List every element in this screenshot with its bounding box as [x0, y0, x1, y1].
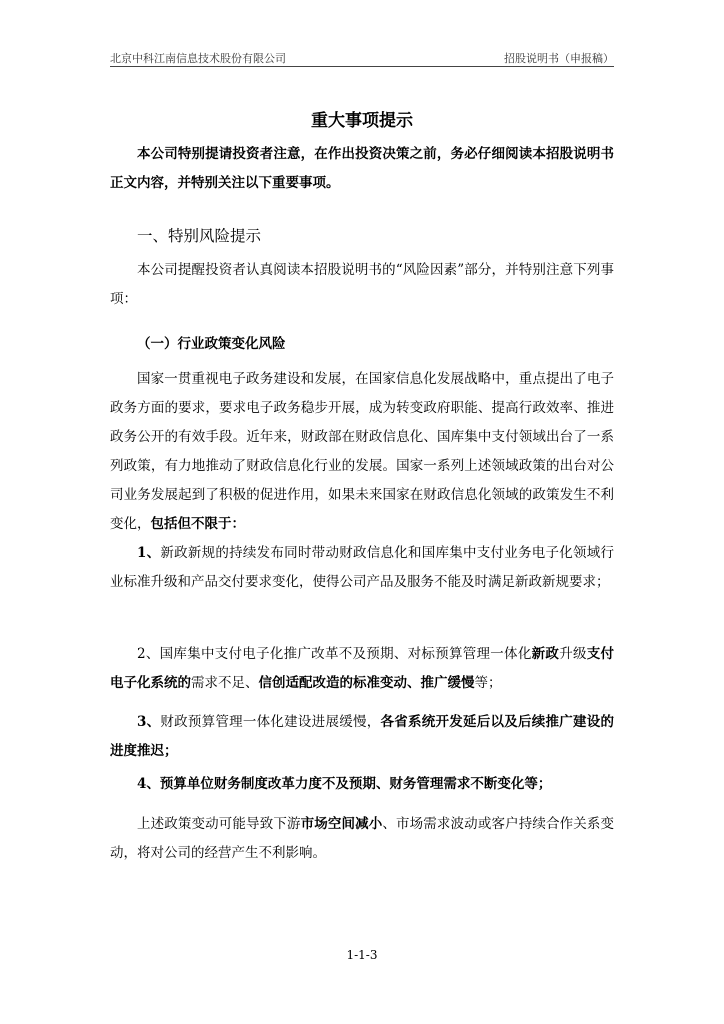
list-item-3-number: 3、 — [137, 714, 161, 730]
header-document-name: 招股说明书（申报稿） — [504, 52, 614, 65]
list-item-1 — [110, 539, 614, 597]
section-intro-paragraph: 本公司提醒投资者认真阅读本招股说明书的“风险因素”部分，并特别注意下列事项： — [110, 262, 614, 307]
list-item-2-text-e: 需求不足、 — [191, 675, 259, 691]
list-item-2-text-d: 支付电子化系统的 — [110, 646, 615, 691]
list-item-2 — [110, 640, 614, 698]
list-item-2-text-c: 升级 — [559, 646, 587, 662]
page-header — [110, 46, 614, 67]
list-item-3-text-a: 财政预算管理一体化建设进展缓慢， — [160, 714, 381, 730]
list-item-2-text-f: 信创适配改造的标准变动、推广缓慢 — [258, 675, 475, 691]
list-item-4: 4、预算单位财务制度改革力度不及预期、财务管理需求不断变化等； — [137, 776, 552, 792]
list-item-3-text-b: 各省系统开发延后以及后续推广建设的进度推迟； — [110, 714, 614, 759]
list-item-1-number: 1、 — [137, 545, 161, 561]
conclusion-paragraph — [110, 810, 614, 868]
conclusion-text-b: 市场空间减小 — [300, 816, 383, 832]
list-item-1-text: 新政新规的持续发布同时带动财政信息化和国库集中支付业务电子化领域行业标准升级和产品交付要求变化，使得公司产品及服务不能及时满足新政新规要求； — [110, 545, 614, 590]
page-number: 1-1-3 — [346, 948, 378, 962]
intro-paragraph: 本公司特别提请投资者注意，在作出投资决策之前，务必仔细阅读本招股说明书正文内容，并特别关注以下重要事项。 — [110, 146, 614, 191]
list-item-2-text-b: 新政 — [531, 646, 560, 662]
header-company-name: 北京中科江南信息技术股份有限公司 — [110, 52, 286, 65]
subsection-heading: （一）行业政策变化风险 — [137, 336, 286, 352]
policy-paragraph — [110, 365, 614, 539]
policy-text-bold: 包括但不限于： — [150, 516, 245, 532]
conclusion-text-c: 、市场需求波动或客户持续合作关系变动，将对公司的经营产生不利影响。 — [110, 816, 615, 861]
page-title: 重大事项提示 — [311, 111, 413, 131]
list-item-3 — [110, 708, 614, 766]
list-item-2-text-a: 2、国库集中支付电子化推广改革不及预期、对标预算管理一体化 — [137, 646, 532, 662]
policy-text: 国家一贯重视电子政务建设和发展，在国家信息化发展战略中，重点提出了电子政务方面的要求，要求电子政务稳步开展，成为转变政府职能、提高行政效率、推进政务公开的有效手段。近年来，财政部在财政信息化、国库集中支付领域出台了一系列政策，有力地推动了财政信息化行业的发展。国家一系列上述领域政策的出台对公司业务发展起到了积极的促进作用，如果未来国家在财政信息化领域的政策发生不利变化， — [110, 371, 614, 532]
conclusion-text-a: 上述政策变动可能导致下游 — [137, 816, 301, 832]
section-heading: 一、特别风险提示 — [137, 227, 262, 245]
list-item-2-text-g: 等； — [474, 675, 502, 691]
